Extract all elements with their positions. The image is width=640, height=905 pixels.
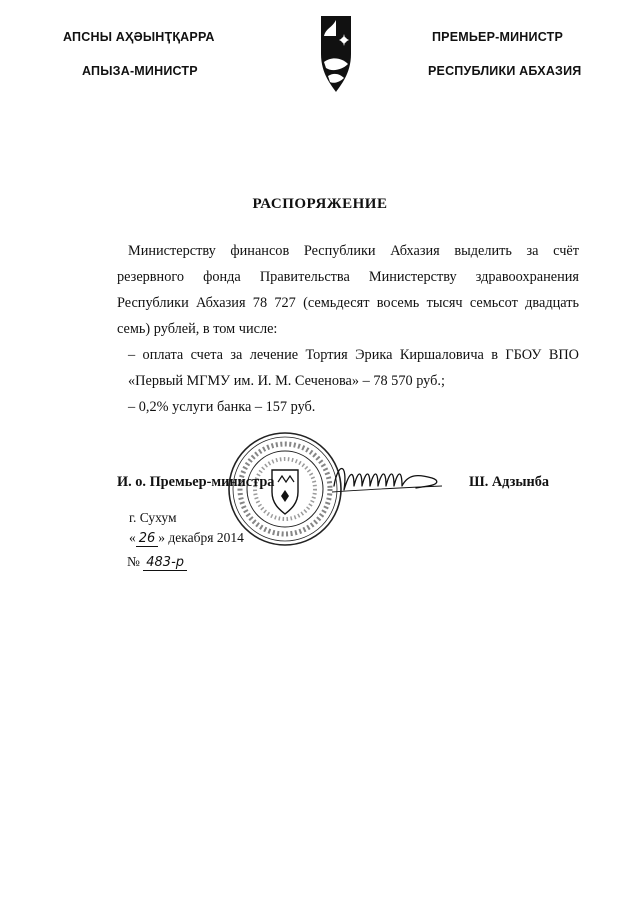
- main-paragraph: Министерству финансов Республики Абхазия выделить за счёт резервного фонда Правительства Министерству здравоохранения Республики Абхазия 78 727 (семьдесят восемь тысяч семьсот двадцать семь) рублей, в том числе:: [117, 243, 579, 337]
- header-right-line2: РЕСПУБЛИКИ АБХАЗИЯ: [428, 64, 582, 78]
- signatory-name: Ш. Адзынба: [469, 474, 550, 490]
- header-right-line1: ПРЕМЬЕР-МИНИСТР: [432, 30, 563, 44]
- number-prefix: №: [127, 554, 140, 569]
- list-item-2: – 0,2% услуги банка – 157 руб.: [128, 399, 316, 415]
- date-rest: » декабря 2014: [158, 530, 244, 545]
- document-title: РАСПОРЯЖЕНИЕ: [252, 196, 388, 212]
- signatory-position: И. о. Премьер-министра: [117, 474, 275, 490]
- number-value: 483-р: [143, 555, 187, 571]
- document-body: [117, 238, 579, 420]
- date-line: [129, 530, 244, 547]
- list-item-1: – оплата счета за лечение Тортия Эрика Киршаловича в ГБОУ ВПО «Первый МГМУ им. И. М. Сеченова» – 78 570 руб.;: [128, 347, 579, 389]
- handwritten-signature-icon: [328, 456, 448, 500]
- document-number: [127, 554, 187, 571]
- abkhazia-emblem-icon: [318, 14, 354, 94]
- city: г. Сухум: [129, 510, 177, 525]
- date-open-quote: «: [129, 530, 136, 545]
- header-left-line2: АПЫЗА-МИНИСТР: [82, 64, 198, 78]
- header-left-line1: АПСНЫ АҲӘЫНҬҚАРРА: [63, 30, 215, 44]
- date-day: 26: [136, 531, 159, 547]
